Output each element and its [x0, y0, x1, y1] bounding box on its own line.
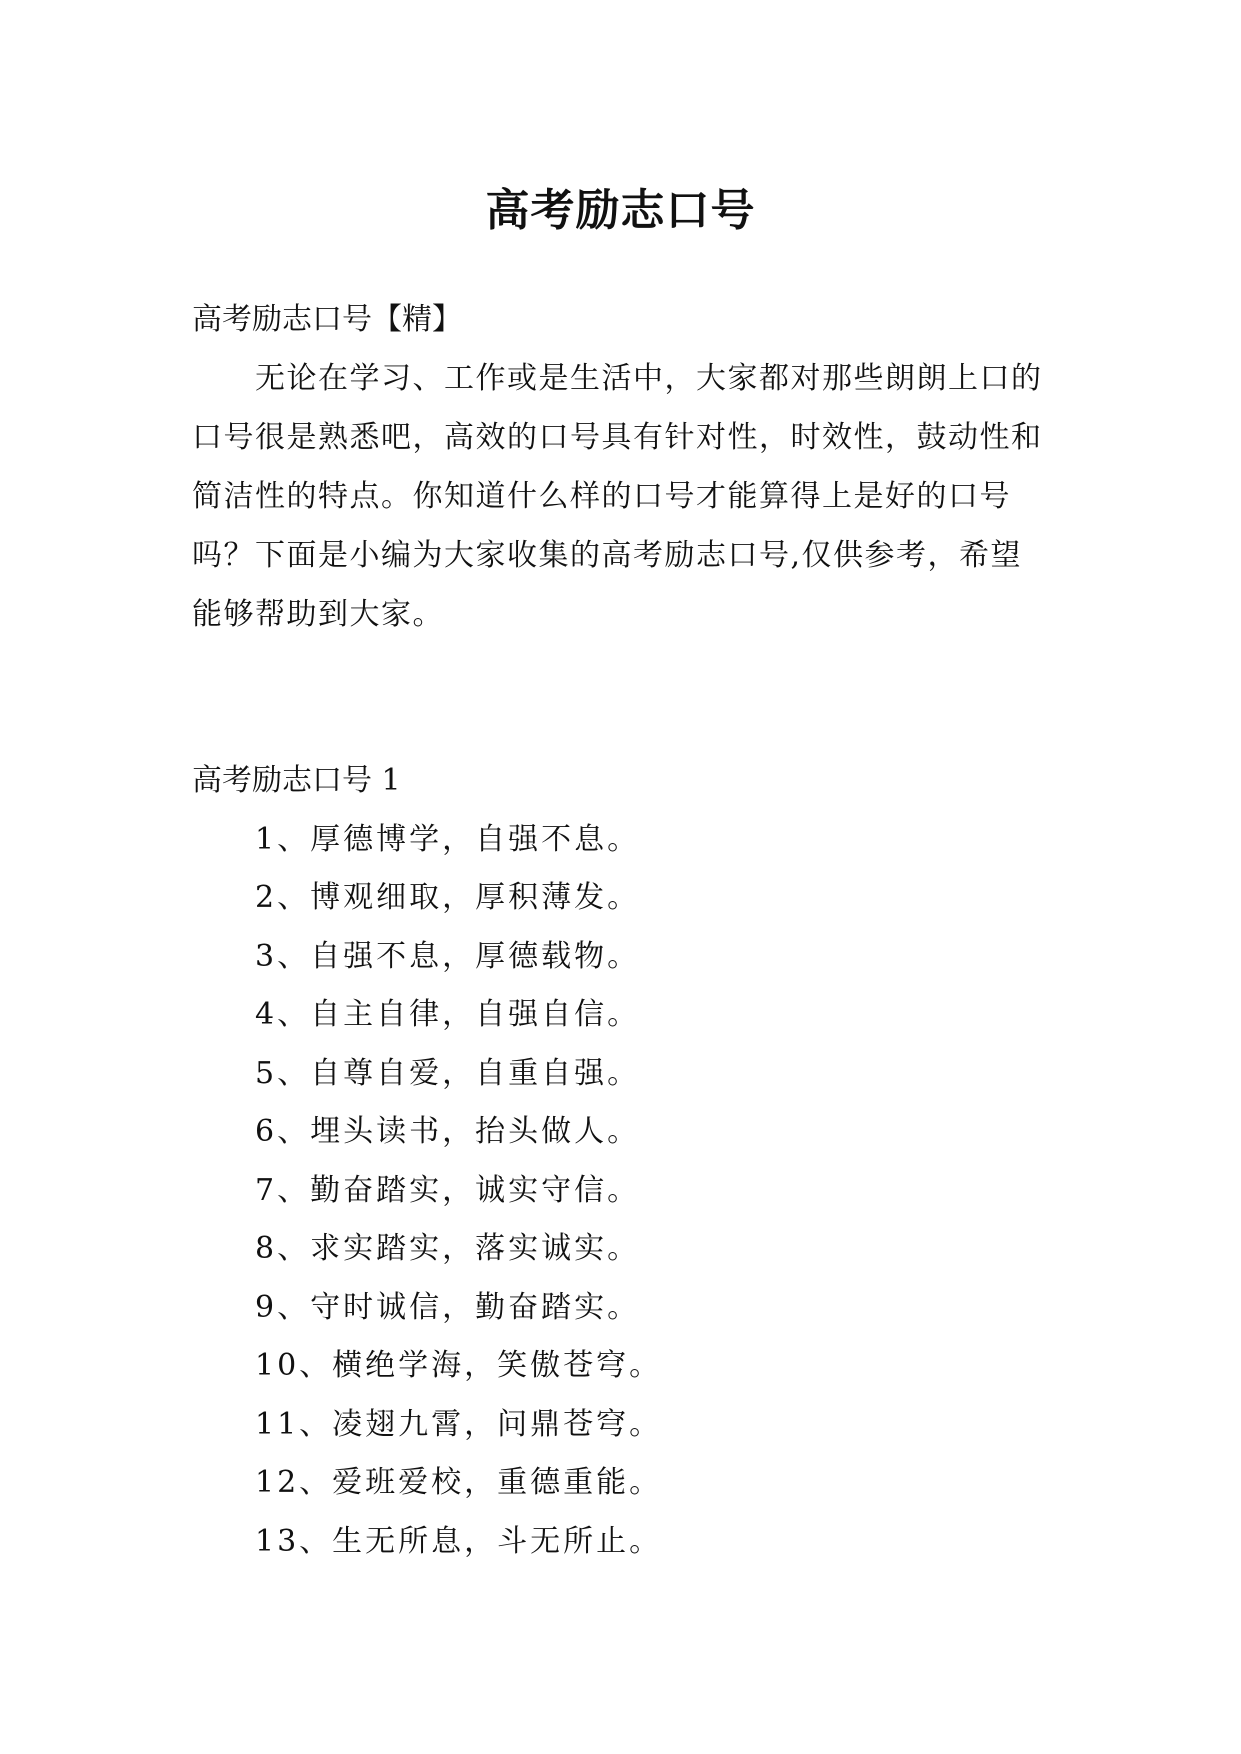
slogan-item: 8、求实踏实，落实诚实。 [255, 1231, 641, 1266]
subtitle: 高考励志口号【精】 [192, 302, 462, 337]
slogan-item: 1、厚德博学，自强不息。 [255, 821, 641, 857]
intro-section [192, 290, 1052, 644]
section-heading: 高考励志口号 1 [192, 763, 401, 798]
slogan-item: 4、自主自律，自强自信。 [255, 997, 641, 1032]
slogan-item: 11、凌翅九霄，问鼎苍穹。 [255, 1406, 663, 1442]
slogan-section [192, 752, 1052, 1571]
slogan-item: 9、守时诚信，勤奋踏实。 [255, 1289, 641, 1325]
slogan-item: 5、自尊自爱，自重自强。 [255, 1055, 641, 1091]
page-title: 高考励志口号 [485, 185, 756, 237]
intro-paragraph: 无论在学习、工作或是生活中，大家都对那些朗朗上口的口号很是熟悉吧，高效的口号具有针对性，时效性，鼓动性和简洁性的特点。你知道什么样的口号才能算得上是好的口号吗？下面是小编为大家收集的高考励志口号,仅供参考，希望能够帮助到大家。 [192, 361, 1043, 632]
slogan-item: 10、横绝学海，笑傲苍穹。 [255, 1348, 663, 1383]
slogan-item: 2、博观细取，厚积薄发。 [255, 880, 641, 915]
slogan-item: 3、自强不息，厚德载物。 [255, 938, 641, 974]
slogan-item: 7、勤奋踏实，诚实守信。 [255, 1172, 641, 1208]
slogan-item: 13、生无所息，斗无所止。 [255, 1523, 663, 1559]
slogan-list [192, 811, 1052, 1572]
slogan-item: 6、埋头读书，抬头做人。 [255, 1114, 641, 1149]
slogan-item: 12、爱班爱校，重德重能。 [255, 1465, 663, 1500]
